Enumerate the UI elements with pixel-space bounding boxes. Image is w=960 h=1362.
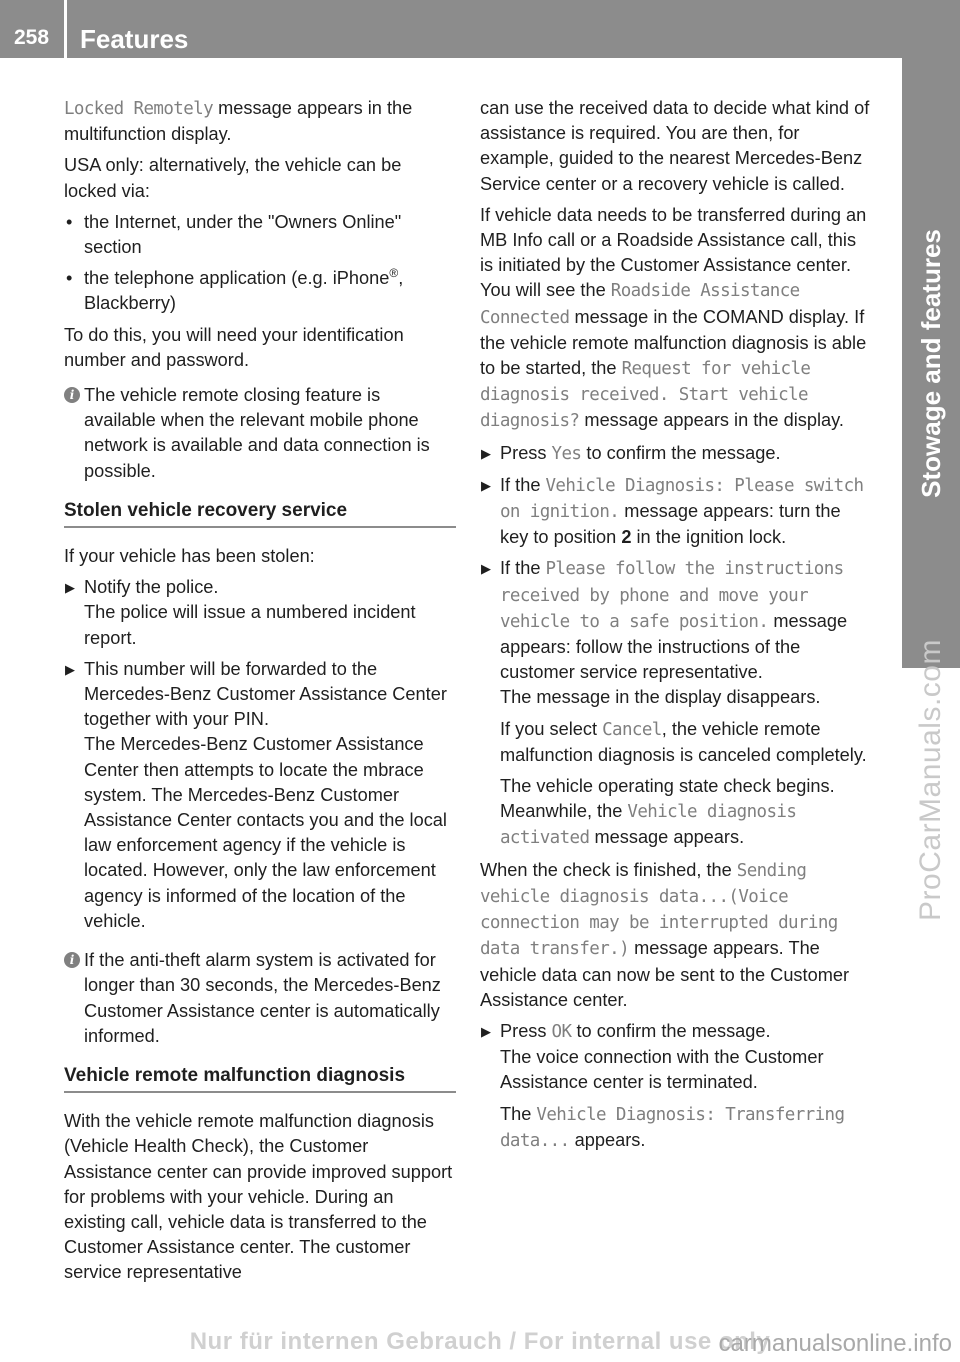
display-message: Vehicle diagnosis activated bbox=[500, 802, 797, 849]
info-icon: i bbox=[64, 952, 80, 968]
instruction-step bbox=[64, 657, 456, 934]
paragraph: can use the received data to decide what kind of assistance is required. You are then, for example, guided to the nearest Mercedes-Benz Service center or a recovery vehicle is called. bbox=[480, 98, 870, 194]
left-column bbox=[64, 96, 456, 1292]
step-text: in the ignition lock. bbox=[631, 527, 787, 548]
step-result: The Mercedes-Benz Customer Assistance Center then attempts to locate the mbrace system. The Mercedes-Benz Customer Assistance Center contacts you and the local law enforcement agency if the vehicle is located. However, only the law enforcement agency is informed of the location of the vehicle. bbox=[84, 734, 447, 931]
display-message: OK bbox=[551, 1021, 572, 1042]
paragraph-text: message in the COMAND display. If the vehicle remote malfunction diagnosis is able to be started, the bbox=[480, 306, 867, 379]
list-item bbox=[64, 266, 456, 316]
display-message: Request for vehicle diagnosis received. Start vehicle diagnosis? bbox=[480, 359, 811, 432]
chapter-title: Features bbox=[80, 24, 189, 54]
side-tab-label: Stowage and features bbox=[915, 228, 946, 498]
step-text: to confirm the message. bbox=[581, 442, 781, 463]
paragraph bbox=[480, 858, 872, 1013]
info-icon: i bbox=[64, 387, 80, 403]
step-result: The voice connection with the Customer Assistance center is terminated. bbox=[500, 1047, 824, 1093]
page-number: 258 bbox=[14, 26, 50, 49]
step-text: Press bbox=[500, 1020, 552, 1041]
key-position: 2 bbox=[621, 527, 632, 548]
list-item bbox=[64, 210, 456, 260]
paragraph-text: The vehicle operating state check begins. Meanwhile, the bbox=[500, 776, 835, 822]
paragraph-text: message appears. bbox=[589, 827, 745, 848]
bullet-marker: • bbox=[66, 268, 73, 289]
footer-watermark: Nur für internen Gebrauch / For internal use only bbox=[189, 1328, 771, 1355]
step-arrow-icon: ▶ bbox=[65, 580, 75, 596]
step-text: message appears: follow the instructions of the customer service representative. bbox=[500, 610, 848, 683]
paragraph bbox=[480, 203, 872, 435]
paragraph-text: If vehicle data needs to be transferred during an MB Info call or a Roadside Assistance call, this is initiated by the Customer Assistance center. You will see the bbox=[480, 204, 867, 301]
paragraph-text: If you select bbox=[500, 718, 603, 739]
instruction-step bbox=[64, 575, 456, 651]
step-arrow-icon: ▶ bbox=[481, 1023, 491, 1039]
step-arrow-icon: ▶ bbox=[481, 445, 491, 461]
footer-site-link[interactable]: carmanualsonline.info bbox=[718, 1330, 952, 1357]
display-message: Locked Remotely bbox=[64, 99, 214, 119]
step-result: The message in the display disappears. bbox=[500, 687, 821, 708]
step-text: If the bbox=[500, 558, 546, 579]
step-text: Press bbox=[500, 442, 552, 463]
list-item-text: the Internet, under the "Owners Online" section bbox=[84, 211, 402, 258]
display-message: Sending vehicle diagnosis data...(Voice connection may be interrupted during data transfer.) bbox=[480, 860, 838, 960]
paragraph-text: The bbox=[500, 1103, 537, 1124]
info-note bbox=[64, 948, 456, 1049]
step-result: The police will issue a numbered incident report. bbox=[84, 602, 416, 648]
instruction-step bbox=[480, 441, 872, 467]
paragraph-text: , the vehicle remote malfunction diagnosis is canceled completely. bbox=[500, 718, 867, 765]
paragraph-text: When the check is finished, the bbox=[480, 859, 737, 880]
step-text: This number will be forwarded to the Mercedes-Benz Customer Assistance Center together with your PIN. bbox=[84, 658, 447, 730]
display-message: Vehicle Diagnosis: Please switch on ignition. bbox=[500, 475, 864, 523]
paragraph: To do this, you will need your identification number and password. bbox=[64, 324, 404, 370]
step-arrow-icon: ▶ bbox=[65, 661, 75, 677]
paragraph: With the vehicle remote malfunction diagnosis (Vehicle Health Check), the Customer Assistance center can provide improved support for problems with your vehicle. During an existing call, vehicle data is transferred to the Customer Assistance center. The customer service representative bbox=[64, 1111, 453, 1283]
bullet-marker: • bbox=[66, 211, 73, 232]
section-heading: Vehicle remote malfunction diagnosis bbox=[64, 1063, 456, 1093]
info-note bbox=[64, 383, 456, 484]
step-text: message appears: turn the key to position bbox=[500, 501, 841, 548]
display-message: Vehicle Diagnosis: Transferring data... bbox=[500, 1104, 845, 1151]
paragraph: If your vehicle has been stolen: bbox=[64, 546, 315, 567]
sub-paragraph bbox=[500, 1102, 872, 1154]
paragraph-text: appears. bbox=[569, 1129, 646, 1150]
side-watermark-wrap bbox=[902, 639, 960, 921]
paragraph-text: message appears in the multifunction display. bbox=[64, 98, 413, 145]
paragraph: USA only: alternatively, the vehicle can be locked via: bbox=[64, 155, 402, 201]
step-arrow-icon: ▶ bbox=[481, 477, 491, 493]
step-text: Notify the police. bbox=[84, 577, 219, 598]
paragraph-text: message appears. The vehicle data can now be sent to the Customer Assistance center. bbox=[480, 938, 850, 1010]
paragraph-text: message appears in the display. bbox=[579, 410, 844, 431]
right-column bbox=[480, 96, 872, 1160]
note-text: If the anti-theft alarm system is activated for longer than 30 seconds, the Mercedes-Benz Customer Assistance center is automatically informed. bbox=[84, 950, 441, 1046]
registered-mark: ® bbox=[389, 266, 399, 281]
display-message: Please follow the instructions received by phone and move your vehicle to a safe position. bbox=[500, 559, 844, 632]
side-tab-label-wrap bbox=[902, 58, 960, 668]
sub-paragraph bbox=[500, 774, 872, 852]
paragraph bbox=[64, 96, 456, 147]
step-text: If the bbox=[500, 474, 546, 495]
list-item-text: , Blackberry) bbox=[84, 268, 404, 314]
note-text: The vehicle remote closing feature is available when the relevant mobile phone network is available and data connection is possible. bbox=[84, 385, 430, 481]
display-message: Cancel bbox=[602, 719, 662, 740]
step-text: to confirm the message. bbox=[571, 1020, 771, 1041]
section-heading: Stolen vehicle recovery service bbox=[64, 498, 456, 528]
display-message: Roadside Assistance Connected bbox=[480, 281, 800, 328]
list-item-text: the telephone application (e.g. iPhone bbox=[84, 268, 390, 289]
sub-paragraph bbox=[500, 717, 872, 768]
header-divider bbox=[64, 0, 67, 58]
instruction-step bbox=[480, 473, 872, 551]
display-message: Yes bbox=[551, 443, 582, 464]
step-arrow-icon: ▶ bbox=[481, 561, 491, 577]
side-watermark: ProCarManuals.com bbox=[914, 639, 947, 921]
instruction-step bbox=[480, 1019, 872, 1096]
instruction-step bbox=[480, 556, 872, 710]
